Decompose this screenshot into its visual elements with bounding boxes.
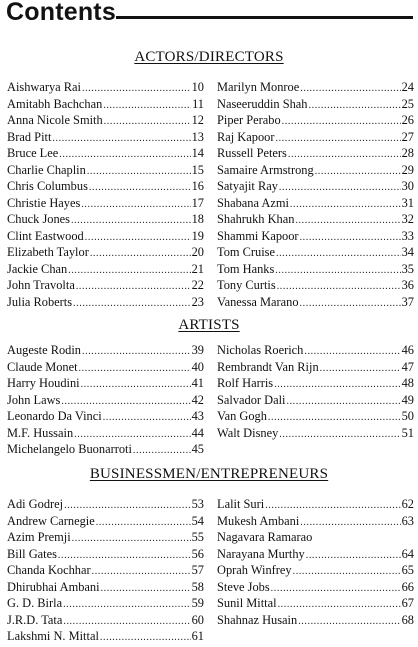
dot-leader bbox=[103, 410, 191, 427]
toc-entry[interactable] bbox=[217, 579, 414, 596]
dot-leader bbox=[300, 296, 401, 313]
toc-entry-name: Bill Gates bbox=[7, 546, 57, 561]
dot-leader bbox=[315, 164, 401, 181]
toc-entry-name: Christie Hayes bbox=[7, 195, 81, 210]
toc-entry[interactable] bbox=[217, 129, 414, 146]
toc-entry-page-number: 44 bbox=[191, 425, 204, 440]
toc-entry[interactable] bbox=[7, 228, 204, 245]
dot-leader bbox=[309, 98, 401, 115]
toc-entry-page-number: 64 bbox=[401, 546, 414, 561]
toc-entry[interactable] bbox=[217, 375, 414, 392]
toc-entry[interactable] bbox=[217, 79, 414, 96]
dot-leader bbox=[63, 597, 191, 614]
toc-entry[interactable] bbox=[7, 513, 204, 530]
toc-entry-name: Russell Peters bbox=[217, 146, 287, 160]
toc-entry[interactable] bbox=[7, 79, 204, 96]
dot-leader bbox=[104, 114, 191, 131]
toc-entry-page-number: 25 bbox=[401, 96, 414, 111]
dot-leader bbox=[92, 564, 191, 581]
dot-leader bbox=[274, 377, 401, 394]
toc-entry-name: Shahrukh Khan bbox=[217, 212, 295, 226]
toc-entry-page-number: 18 bbox=[191, 212, 204, 226]
toc-entry-name: Van Gogh bbox=[217, 409, 267, 423]
toc-entry-name: Salvador Dali bbox=[217, 392, 286, 407]
toc-entry[interactable] bbox=[7, 529, 204, 546]
toc-entry-page-number: 57 bbox=[191, 563, 204, 577]
toc-entry-page-number: 45 bbox=[191, 442, 204, 456]
toc-entry-page-number: 39 bbox=[191, 343, 204, 357]
toc-entry-name: Andrew Carnegie bbox=[7, 513, 95, 528]
toc-entry-name: Augeste Rodin bbox=[7, 343, 81, 357]
toc-entry[interactable] bbox=[217, 612, 414, 629]
businessmen-entrepreneurs-left-column bbox=[7, 496, 204, 645]
toc-entry[interactable] bbox=[217, 294, 414, 311]
toc-entry-page-number: 37 bbox=[401, 294, 414, 309]
toc-entry-page-number: 22 bbox=[191, 278, 204, 292]
toc-entry[interactable] bbox=[217, 496, 414, 513]
toc-entry-name: Chanda Kochhar bbox=[7, 563, 91, 577]
toc-entry-page-number: 14 bbox=[191, 146, 204, 160]
dot-leader bbox=[300, 81, 400, 98]
toc-entry[interactable] bbox=[217, 546, 414, 563]
toc-entry[interactable] bbox=[217, 261, 414, 278]
toc-entry-page-number: 67 bbox=[401, 596, 414, 610]
toc-entry[interactable] bbox=[217, 211, 414, 228]
toc-entry-page-number: 21 bbox=[191, 261, 204, 276]
toc-entry-page-number: 53 bbox=[191, 497, 204, 511]
toc-entry-page-number: 26 bbox=[401, 113, 414, 127]
toc-entry-page-number: 16 bbox=[191, 179, 204, 193]
toc-entry-name: Brad Pitt bbox=[7, 129, 52, 144]
toc-entry[interactable] bbox=[217, 244, 414, 261]
toc-entry-name: Clint Eastwood bbox=[7, 228, 84, 243]
toc-entry-name: Marilyn Monroe bbox=[217, 80, 300, 94]
toc-entry[interactable] bbox=[217, 425, 414, 442]
toc-entry[interactable] bbox=[217, 162, 414, 179]
artists-left-column bbox=[7, 342, 204, 458]
toc-entry-name: Dhirubhai Ambani bbox=[7, 579, 100, 594]
toc-entry-page-number: 35 bbox=[401, 261, 414, 276]
toc-entry-name: Piper Perabo bbox=[217, 113, 281, 127]
toc-entry-page-number: 10 bbox=[191, 80, 204, 94]
toc-entry[interactable] bbox=[217, 178, 414, 195]
toc-entry-name: John Travolta bbox=[7, 278, 75, 292]
toc-entry-page-number: 29 bbox=[401, 162, 414, 177]
toc-entry-name: Chuck Jones bbox=[7, 212, 70, 226]
toc-entry-name: Rolf Harris bbox=[217, 376, 274, 390]
toc-entry-page-number: 60 bbox=[191, 612, 204, 627]
section-heading-actors-directors: ACTORS/DIRECTORS bbox=[134, 49, 284, 65]
toc-entry-name: Chris Columbus bbox=[7, 179, 88, 193]
toc-entry-name: Anna Nicole Smith bbox=[7, 113, 103, 127]
toc-entry-name: Lakshmi N. Mittal bbox=[7, 629, 99, 643]
artists-right-column bbox=[217, 342, 414, 441]
toc-entry-name: Shammi Kapoor bbox=[217, 228, 299, 243]
toc-entry[interactable] bbox=[217, 359, 414, 376]
dot-leader bbox=[279, 427, 400, 444]
toc-entry-page-number: 31 bbox=[401, 195, 414, 210]
toc-entry-name: Rembrandt Van Rijn bbox=[217, 359, 319, 374]
toc-entry-name: J.R.D. Tata bbox=[7, 612, 63, 627]
toc-entry[interactable] bbox=[217, 562, 414, 579]
toc-entry-name: Vanessa Marano bbox=[217, 294, 299, 309]
actors-directors-right-column bbox=[217, 79, 414, 310]
dot-leader bbox=[82, 344, 191, 361]
toc-entry-page-number: 68 bbox=[401, 612, 414, 627]
dot-leader bbox=[100, 630, 191, 647]
dot-leader bbox=[290, 197, 401, 214]
toc-entry[interactable] bbox=[7, 628, 204, 645]
toc-entry-name: Raj Kapoor bbox=[217, 129, 275, 144]
toc-entry[interactable] bbox=[7, 129, 204, 146]
toc-entry-name: Tony Curtis bbox=[217, 278, 276, 292]
toc-entry-page-number: 28 bbox=[401, 146, 414, 160]
toc-entry[interactable] bbox=[217, 277, 414, 294]
toc-entry[interactable] bbox=[7, 496, 204, 513]
dot-leader bbox=[103, 98, 191, 115]
toc-entry-page-number: 32 bbox=[401, 212, 414, 226]
toc-entry-name: Elizabeth Taylor bbox=[7, 245, 89, 259]
toc-entry-page-number: 46 bbox=[401, 343, 414, 357]
toc-entry-page-number: 55 bbox=[191, 530, 204, 544]
toc-entry-page-number: 12 bbox=[191, 113, 204, 127]
dot-leader bbox=[73, 296, 191, 313]
toc-entry-name: Lalit Suri bbox=[217, 497, 265, 511]
toc-entry-page-number: 62 bbox=[401, 497, 414, 511]
toc-entry-name: Naseeruddin Shah bbox=[217, 96, 308, 111]
toc-entry[interactable] bbox=[7, 562, 204, 579]
toc-entry[interactable] bbox=[7, 162, 204, 179]
toc-entry-page-number: 54 bbox=[191, 513, 204, 528]
dot-leader bbox=[89, 180, 191, 197]
dot-leader bbox=[279, 180, 401, 197]
toc-entry-page-number: 61 bbox=[191, 629, 204, 643]
page-title: Contents bbox=[6, 0, 116, 26]
toc-entry[interactable] bbox=[7, 96, 204, 113]
toc-entry-page-number: 51 bbox=[401, 425, 414, 440]
toc-entry-name: Narayana Murthy bbox=[217, 546, 305, 561]
toc-entry-name: Shabana Azmi bbox=[217, 195, 289, 210]
toc-entry[interactable] bbox=[7, 244, 204, 261]
dot-leader bbox=[96, 515, 191, 532]
toc-entry[interactable] bbox=[7, 408, 204, 425]
toc-entry-name: Harry Houdini bbox=[7, 376, 80, 390]
toc-entry-name: Nicholas Roerich bbox=[217, 343, 304, 357]
toc-entry[interactable] bbox=[217, 392, 414, 409]
toc-entry-page-number: 56 bbox=[191, 546, 204, 561]
dot-leader bbox=[71, 213, 191, 230]
dot-leader bbox=[300, 230, 401, 247]
dot-leader bbox=[271, 581, 401, 598]
toc-entry[interactable] bbox=[7, 112, 204, 129]
dot-leader bbox=[320, 361, 401, 378]
toc-entry[interactable] bbox=[217, 145, 414, 162]
toc-entry-name: Samaire Armstrong bbox=[217, 162, 314, 177]
toc-entry-page-number: 13 bbox=[191, 129, 204, 144]
dot-leader bbox=[87, 164, 191, 181]
toc-entry-page-number: 34 bbox=[401, 245, 414, 259]
toc-entry-page-number: 23 bbox=[191, 294, 204, 309]
dot-leader bbox=[306, 548, 401, 565]
toc-entry-page-number: 65 bbox=[401, 563, 414, 577]
toc-entry[interactable] bbox=[217, 595, 414, 612]
toc-entry[interactable] bbox=[7, 375, 204, 392]
dot-leader bbox=[275, 131, 400, 148]
dot-leader bbox=[101, 581, 191, 598]
toc-entry-page-number: 33 bbox=[401, 228, 414, 243]
toc-entry[interactable] bbox=[7, 359, 204, 376]
toc-entry-name: Bruce Lee bbox=[7, 146, 59, 160]
toc-entry-name: Mukesh Ambani bbox=[217, 513, 300, 528]
toc-entry-name: Adi Godrej bbox=[7, 497, 64, 511]
toc-entry-name: Julia Roberts bbox=[7, 294, 73, 309]
toc-entry-name: Oprah Winfrey bbox=[217, 563, 292, 577]
toc-entry[interactable] bbox=[7, 195, 204, 212]
toc-entry[interactable] bbox=[217, 195, 414, 212]
toc-entry-name: Steve Jobs bbox=[217, 579, 270, 594]
toc-entry[interactable] bbox=[7, 595, 204, 612]
toc-entry-page-number: 41 bbox=[191, 376, 204, 390]
dot-leader bbox=[90, 246, 191, 263]
toc-entry[interactable] bbox=[217, 228, 414, 245]
dot-leader bbox=[275, 263, 400, 280]
toc-entry[interactable] bbox=[217, 529, 414, 546]
toc-entry-page-number: 40 bbox=[191, 359, 204, 374]
toc-entry-name: Walt Disney bbox=[217, 425, 279, 440]
toc-entry-page-number: 47 bbox=[401, 359, 414, 374]
toc-entry-name: Sunil Mittal bbox=[217, 596, 277, 610]
dot-leader bbox=[76, 279, 191, 296]
dot-leader bbox=[268, 410, 401, 427]
toc-entry-page-number: 11 bbox=[192, 96, 204, 111]
toc-entry-name: Tom Hanks bbox=[217, 261, 275, 276]
dot-leader bbox=[72, 531, 191, 548]
toc-entry-name: Azim Premji bbox=[7, 530, 71, 544]
toc-entry-page-number: 50 bbox=[401, 409, 414, 423]
toc-entry-page-number: 36 bbox=[401, 278, 414, 292]
toc-entry-page-number: 20 bbox=[191, 245, 204, 259]
toc-entry-name: Jackie Chan bbox=[7, 261, 68, 276]
toc-entry[interactable] bbox=[7, 579, 204, 596]
toc-entry-page-number: 48 bbox=[401, 376, 414, 390]
dot-leader bbox=[52, 131, 190, 148]
toc-entry-page-number: 63 bbox=[401, 513, 414, 528]
dot-leader bbox=[85, 230, 191, 247]
toc-entry[interactable] bbox=[7, 425, 204, 442]
dot-leader bbox=[81, 197, 190, 214]
toc-entry[interactable] bbox=[7, 294, 204, 311]
toc-entry-name: Leonardo Da Vinci bbox=[7, 409, 102, 423]
toc-entry-page-number: 19 bbox=[191, 228, 204, 243]
toc-entry-name: Claude Monet bbox=[7, 359, 78, 374]
toc-entry[interactable] bbox=[7, 261, 204, 278]
toc-entry-name: Shahnaz Husain bbox=[217, 612, 298, 627]
dot-leader bbox=[282, 114, 401, 131]
toc-entry-name: Aishwarya Rai bbox=[7, 80, 81, 94]
toc-entry[interactable] bbox=[7, 178, 204, 195]
toc-entry[interactable] bbox=[7, 277, 204, 294]
toc-entry[interactable] bbox=[7, 546, 204, 563]
toc-entry-name: G. D. Birla bbox=[7, 596, 63, 610]
dot-leader bbox=[295, 213, 400, 230]
title-rule bbox=[116, 16, 413, 19]
toc-entry[interactable] bbox=[217, 408, 414, 425]
toc-entry-page-number: 43 bbox=[191, 409, 204, 423]
toc-entry-name: John Laws bbox=[7, 392, 61, 407]
toc-entry-name: M.F. Hussain bbox=[7, 425, 74, 440]
dot-leader bbox=[133, 443, 191, 460]
toc-entry-page-number: 49 bbox=[401, 392, 414, 407]
toc-entry-name: Charlie Chaplin bbox=[7, 162, 86, 177]
toc-entry-page-number: 59 bbox=[191, 596, 204, 610]
businessmen-entrepreneurs-right-column bbox=[217, 496, 414, 628]
toc-entry[interactable] bbox=[217, 112, 414, 129]
toc-entry[interactable] bbox=[7, 145, 204, 162]
toc-entry-page-number: 24 bbox=[401, 80, 414, 94]
toc-entry-name: Michelangelo Buonarroti bbox=[7, 442, 132, 456]
toc-entry[interactable] bbox=[7, 441, 204, 458]
dot-leader bbox=[68, 263, 190, 280]
toc-entry-page-number: 30 bbox=[401, 179, 414, 193]
toc-entry-page-number: 42 bbox=[191, 392, 204, 407]
toc-entry[interactable] bbox=[7, 342, 204, 359]
actors-directors-left-column bbox=[7, 79, 204, 310]
dot-leader bbox=[304, 344, 400, 361]
toc-entry[interactable] bbox=[7, 211, 204, 228]
dot-leader bbox=[286, 394, 400, 411]
toc-entry[interactable] bbox=[217, 96, 414, 113]
toc-entry-page-number: 15 bbox=[191, 162, 204, 177]
dot-leader bbox=[81, 377, 191, 394]
dot-leader bbox=[276, 246, 401, 263]
toc-entry-page-number: 66 bbox=[401, 579, 414, 594]
toc-entry-name: Satyajit Ray bbox=[217, 179, 278, 193]
toc-entry-page-number: 27 bbox=[401, 129, 414, 144]
toc-entry-page-number: 58 bbox=[191, 579, 204, 594]
toc-entry-name: Amitabh Bachchan bbox=[7, 96, 103, 111]
toc-entry[interactable] bbox=[7, 612, 204, 629]
dot-leader bbox=[79, 361, 191, 378]
toc-entry-name: Nagavara Ramarao bbox=[217, 530, 313, 544]
toc-entry[interactable] bbox=[217, 342, 414, 359]
dot-leader bbox=[293, 564, 401, 581]
dot-leader bbox=[298, 614, 400, 631]
section-heading-artists: ARTISTS bbox=[178, 317, 240, 333]
toc-entry[interactable] bbox=[217, 513, 414, 530]
toc-entry-name: Tom Cruise bbox=[217, 245, 275, 259]
toc-entry[interactable] bbox=[7, 392, 204, 409]
toc-entry-page-number: 17 bbox=[191, 195, 204, 210]
section-heading-businessmen-entrepreneurs: BUSINESSMEN/ENTREPRENEURS bbox=[89, 466, 329, 482]
dot-leader bbox=[300, 515, 400, 532]
